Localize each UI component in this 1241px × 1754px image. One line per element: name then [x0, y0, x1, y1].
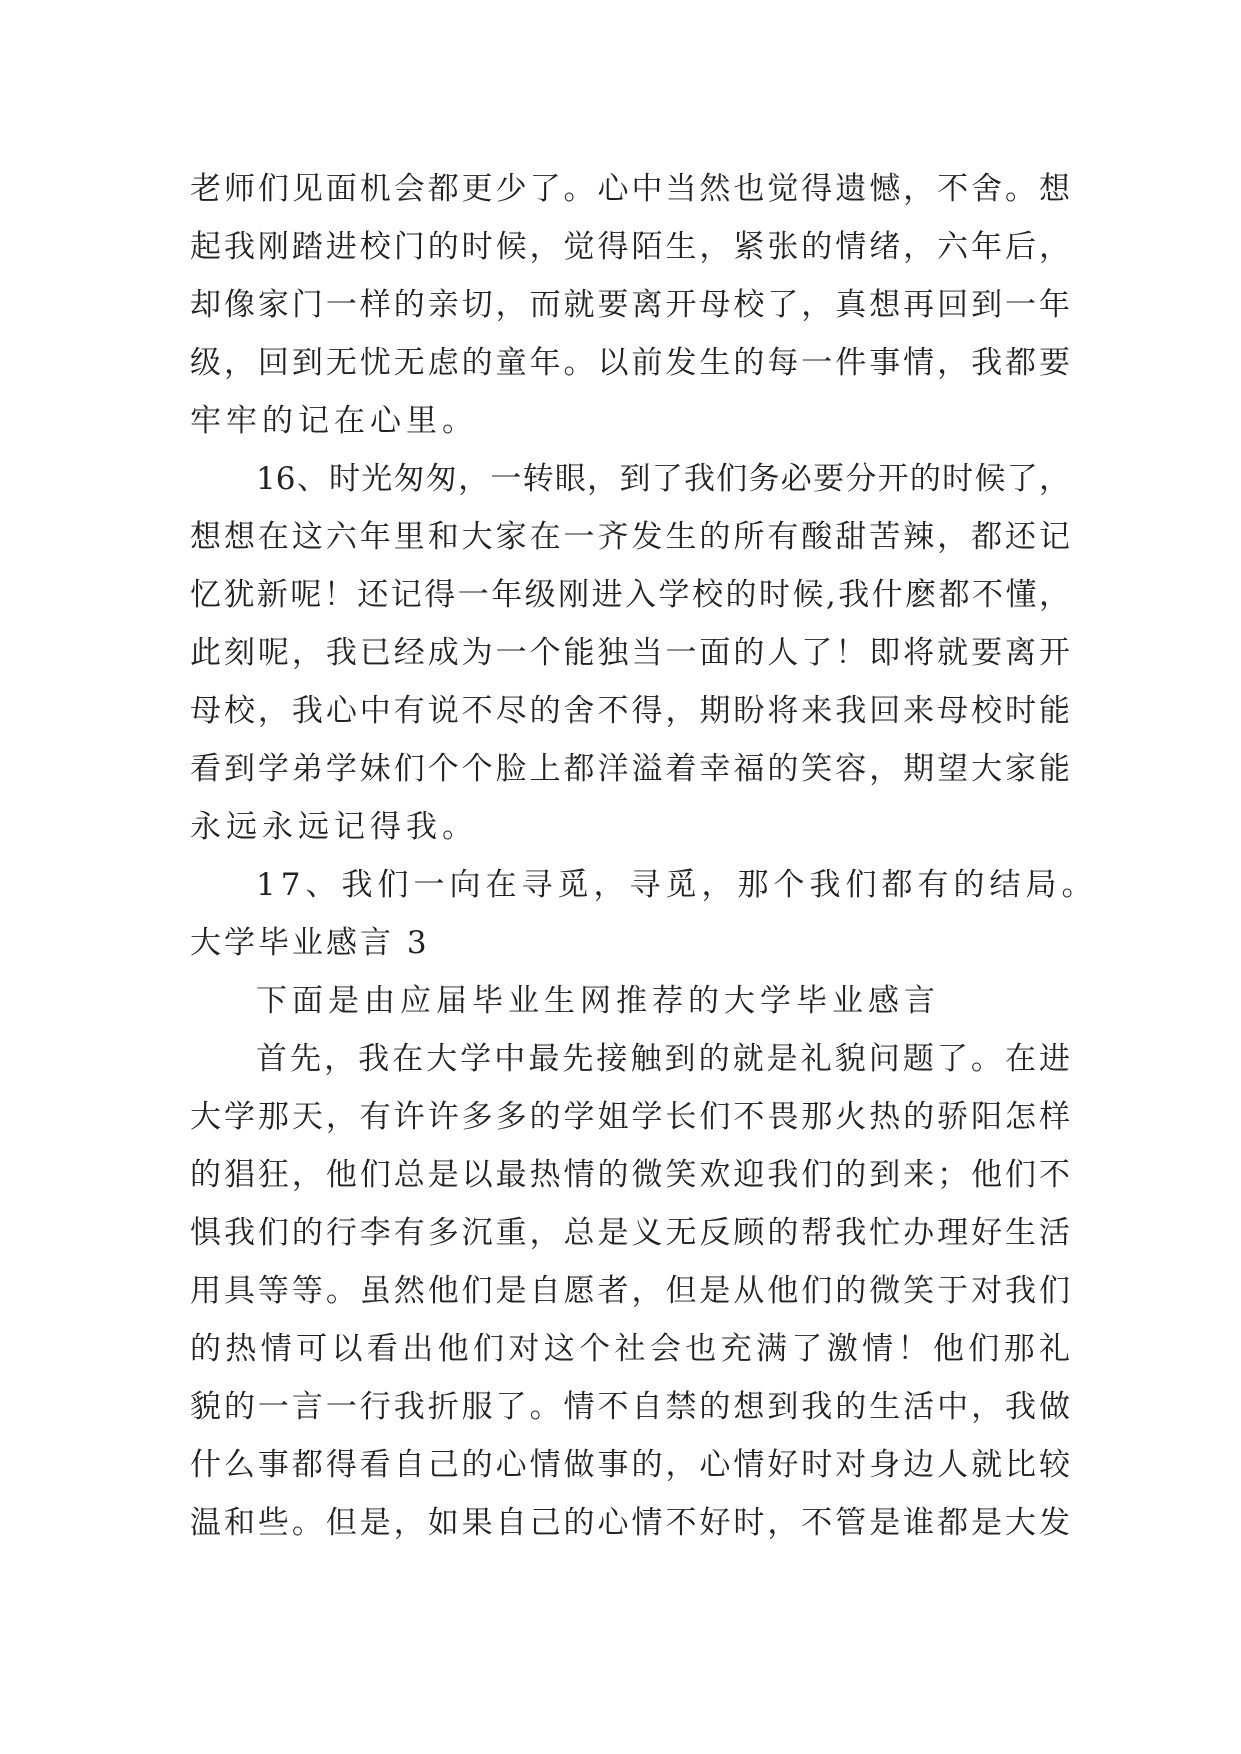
- text-line: 母校，我心中有说不尽的舍不得，期盼将来我回来母校时能: [190, 693, 1070, 729]
- text-line: 想想在这六年里和大家在一齐发生的所有酸甜苦辣，都还记: [190, 519, 1070, 555]
- text-line: 牢牢的记在心里。: [190, 403, 478, 439]
- text-line: 貌的一言一行我折服了。情不自禁的想到我的生活中，我做: [190, 1389, 1070, 1425]
- text-line: 却像家门一样的亲切，而就要离开母校了，真想再回到一年: [190, 287, 1070, 323]
- paragraph-16: [190, 450, 1070, 856]
- text-line: 大学那天，有许许多多的学姐学长们不畏那火热的骄阳怎样: [190, 1099, 1070, 1135]
- text-line: 此刻呢，我已经成为一个能独当一面的人了！即将就要离开: [190, 635, 1070, 671]
- section-heading: [190, 914, 1070, 972]
- body-text: [190, 160, 1098, 1552]
- text-line: 17、我们一向在寻觅，寻觅，那个我们都有的结局。: [256, 867, 1098, 903]
- text-line: 的猖狂，他们总是以最热情的微笑欢迎我们的到来；他们不: [190, 1157, 1070, 1193]
- text-line: 永远永远记得我。: [190, 809, 478, 845]
- paragraph-first: [190, 1030, 1070, 1552]
- text-line: 看到学弟学妹们个个脸上都洋溢着幸福的笑容，期望大家能: [190, 751, 1070, 787]
- text-line: 级，回到无忧无虑的童年。以前发生的每一件事情，我都要: [190, 345, 1070, 381]
- paragraph-intro: [190, 972, 1070, 1030]
- text-line: 的热情可以看出他们对这个社会也充满了激情！他们那礼: [190, 1331, 1070, 1367]
- text-line: 温和些。但是，如果自己的心情不好时，不管是谁都是大发: [190, 1505, 1070, 1541]
- text-line: 16、时光匆匆，一转眼，到了我们务必要分开的时候了，: [256, 461, 1070, 497]
- text-line: 忆犹新呢！还记得一年级刚进入学校的时候,我什麽都不懂，: [190, 577, 1070, 613]
- text-line: 老师们见面机会都更少了。心中当然也觉得遗憾，不舍。想: [190, 171, 1070, 207]
- text-line: 首先，我在大学中最先接触到的就是礼貌问题了。在进: [256, 1041, 1070, 1077]
- text-line: 惧我们的行李有多沉重，总是义无反顾的帮我忙办理好生活: [190, 1215, 1070, 1251]
- paragraph-17: [190, 856, 1098, 914]
- paragraph-continuation: [190, 160, 1070, 450]
- text-line: 用具等等。虽然他们是自愿者，但是从他们的微笑于对我们: [190, 1273, 1070, 1309]
- text-line: 起我刚踏进校门的时候，觉得陌生，紧张的情绪，六年后，: [190, 229, 1070, 265]
- heading-line: 大学毕业感言 3: [190, 925, 430, 961]
- text-line: 下面是由应届毕业生网推荐的大学毕业感言: [256, 983, 940, 1019]
- text-line: 什么事都得看自己的心情做事的，心情好时对身边人就比较: [190, 1447, 1070, 1483]
